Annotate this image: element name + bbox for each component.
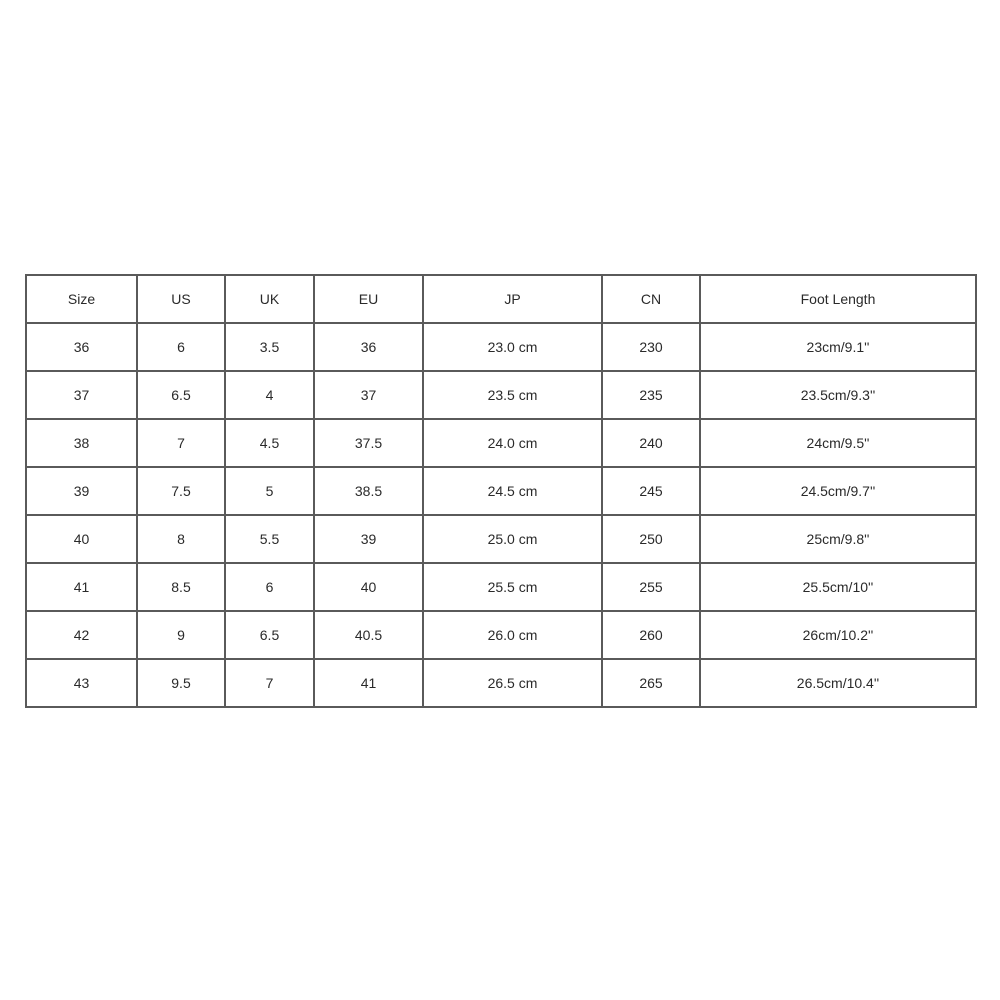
- cell-jp: 23.0 cm: [423, 323, 602, 371]
- cell-cn: 240: [602, 419, 700, 467]
- cell-eu: 41: [314, 659, 423, 707]
- table-row: [26, 419, 976, 467]
- cell-size: 42: [26, 611, 137, 659]
- table-row: [26, 659, 976, 707]
- cell-uk: 5: [225, 467, 314, 515]
- cell-uk: 6.5: [225, 611, 314, 659]
- header-uk: UK: [225, 275, 314, 323]
- header-cn: CN: [602, 275, 700, 323]
- cell-jp: 23.5 cm: [423, 371, 602, 419]
- cell-uk: 3.5: [225, 323, 314, 371]
- cell-uk: 4: [225, 371, 314, 419]
- cell-eu: 39: [314, 515, 423, 563]
- cell-size: 43: [26, 659, 137, 707]
- cell-size: 40: [26, 515, 137, 563]
- cell-size: 41: [26, 563, 137, 611]
- cell-foot-length: 25.5cm/10'': [700, 563, 976, 611]
- cell-jp: 25.5 cm: [423, 563, 602, 611]
- cell-uk: 6: [225, 563, 314, 611]
- cell-cn: 260: [602, 611, 700, 659]
- table-header-row: [26, 275, 976, 323]
- cell-us: 6.5: [137, 371, 225, 419]
- cell-uk: 5.5: [225, 515, 314, 563]
- cell-jp: 25.0 cm: [423, 515, 602, 563]
- cell-cn: 245: [602, 467, 700, 515]
- cell-us: 9: [137, 611, 225, 659]
- table-row: [26, 323, 976, 371]
- cell-foot-length: 26cm/10.2'': [700, 611, 976, 659]
- header-size: Size: [26, 275, 137, 323]
- table-row: [26, 611, 976, 659]
- header-eu: EU: [314, 275, 423, 323]
- cell-us: 8: [137, 515, 225, 563]
- cell-size: 38: [26, 419, 137, 467]
- table-row: [26, 515, 976, 563]
- cell-eu: 37: [314, 371, 423, 419]
- table-row: [26, 371, 976, 419]
- cell-cn: 235: [602, 371, 700, 419]
- cell-cn: 265: [602, 659, 700, 707]
- cell-eu: 36: [314, 323, 423, 371]
- cell-foot-length: 25cm/9.8'': [700, 515, 976, 563]
- cell-eu: 40: [314, 563, 423, 611]
- cell-us: 9.5: [137, 659, 225, 707]
- cell-jp: 26.0 cm: [423, 611, 602, 659]
- cell-foot-length: 23cm/9.1'': [700, 323, 976, 371]
- cell-uk: 4.5: [225, 419, 314, 467]
- cell-uk: 7: [225, 659, 314, 707]
- cell-us: 7.5: [137, 467, 225, 515]
- table-row: [26, 563, 976, 611]
- size-chart-table: [25, 274, 977, 708]
- cell-foot-length: 26.5cm/10.4'': [700, 659, 976, 707]
- table-row: [26, 467, 976, 515]
- cell-size: 37: [26, 371, 137, 419]
- cell-eu: 37.5: [314, 419, 423, 467]
- header-jp: JP: [423, 275, 602, 323]
- cell-eu: 40.5: [314, 611, 423, 659]
- header-foot-length: Foot Length: [700, 275, 976, 323]
- cell-us: 7: [137, 419, 225, 467]
- cell-cn: 250: [602, 515, 700, 563]
- cell-jp: 24.0 cm: [423, 419, 602, 467]
- header-us: US: [137, 275, 225, 323]
- cell-foot-length: 24cm/9.5'': [700, 419, 976, 467]
- cell-foot-length: 24.5cm/9.7'': [700, 467, 976, 515]
- cell-us: 8.5: [137, 563, 225, 611]
- cell-size: 39: [26, 467, 137, 515]
- cell-cn: 230: [602, 323, 700, 371]
- cell-cn: 255: [602, 563, 700, 611]
- cell-foot-length: 23.5cm/9.3'': [700, 371, 976, 419]
- cell-us: 6: [137, 323, 225, 371]
- cell-size: 36: [26, 323, 137, 371]
- cell-jp: 26.5 cm: [423, 659, 602, 707]
- cell-eu: 38.5: [314, 467, 423, 515]
- cell-jp: 24.5 cm: [423, 467, 602, 515]
